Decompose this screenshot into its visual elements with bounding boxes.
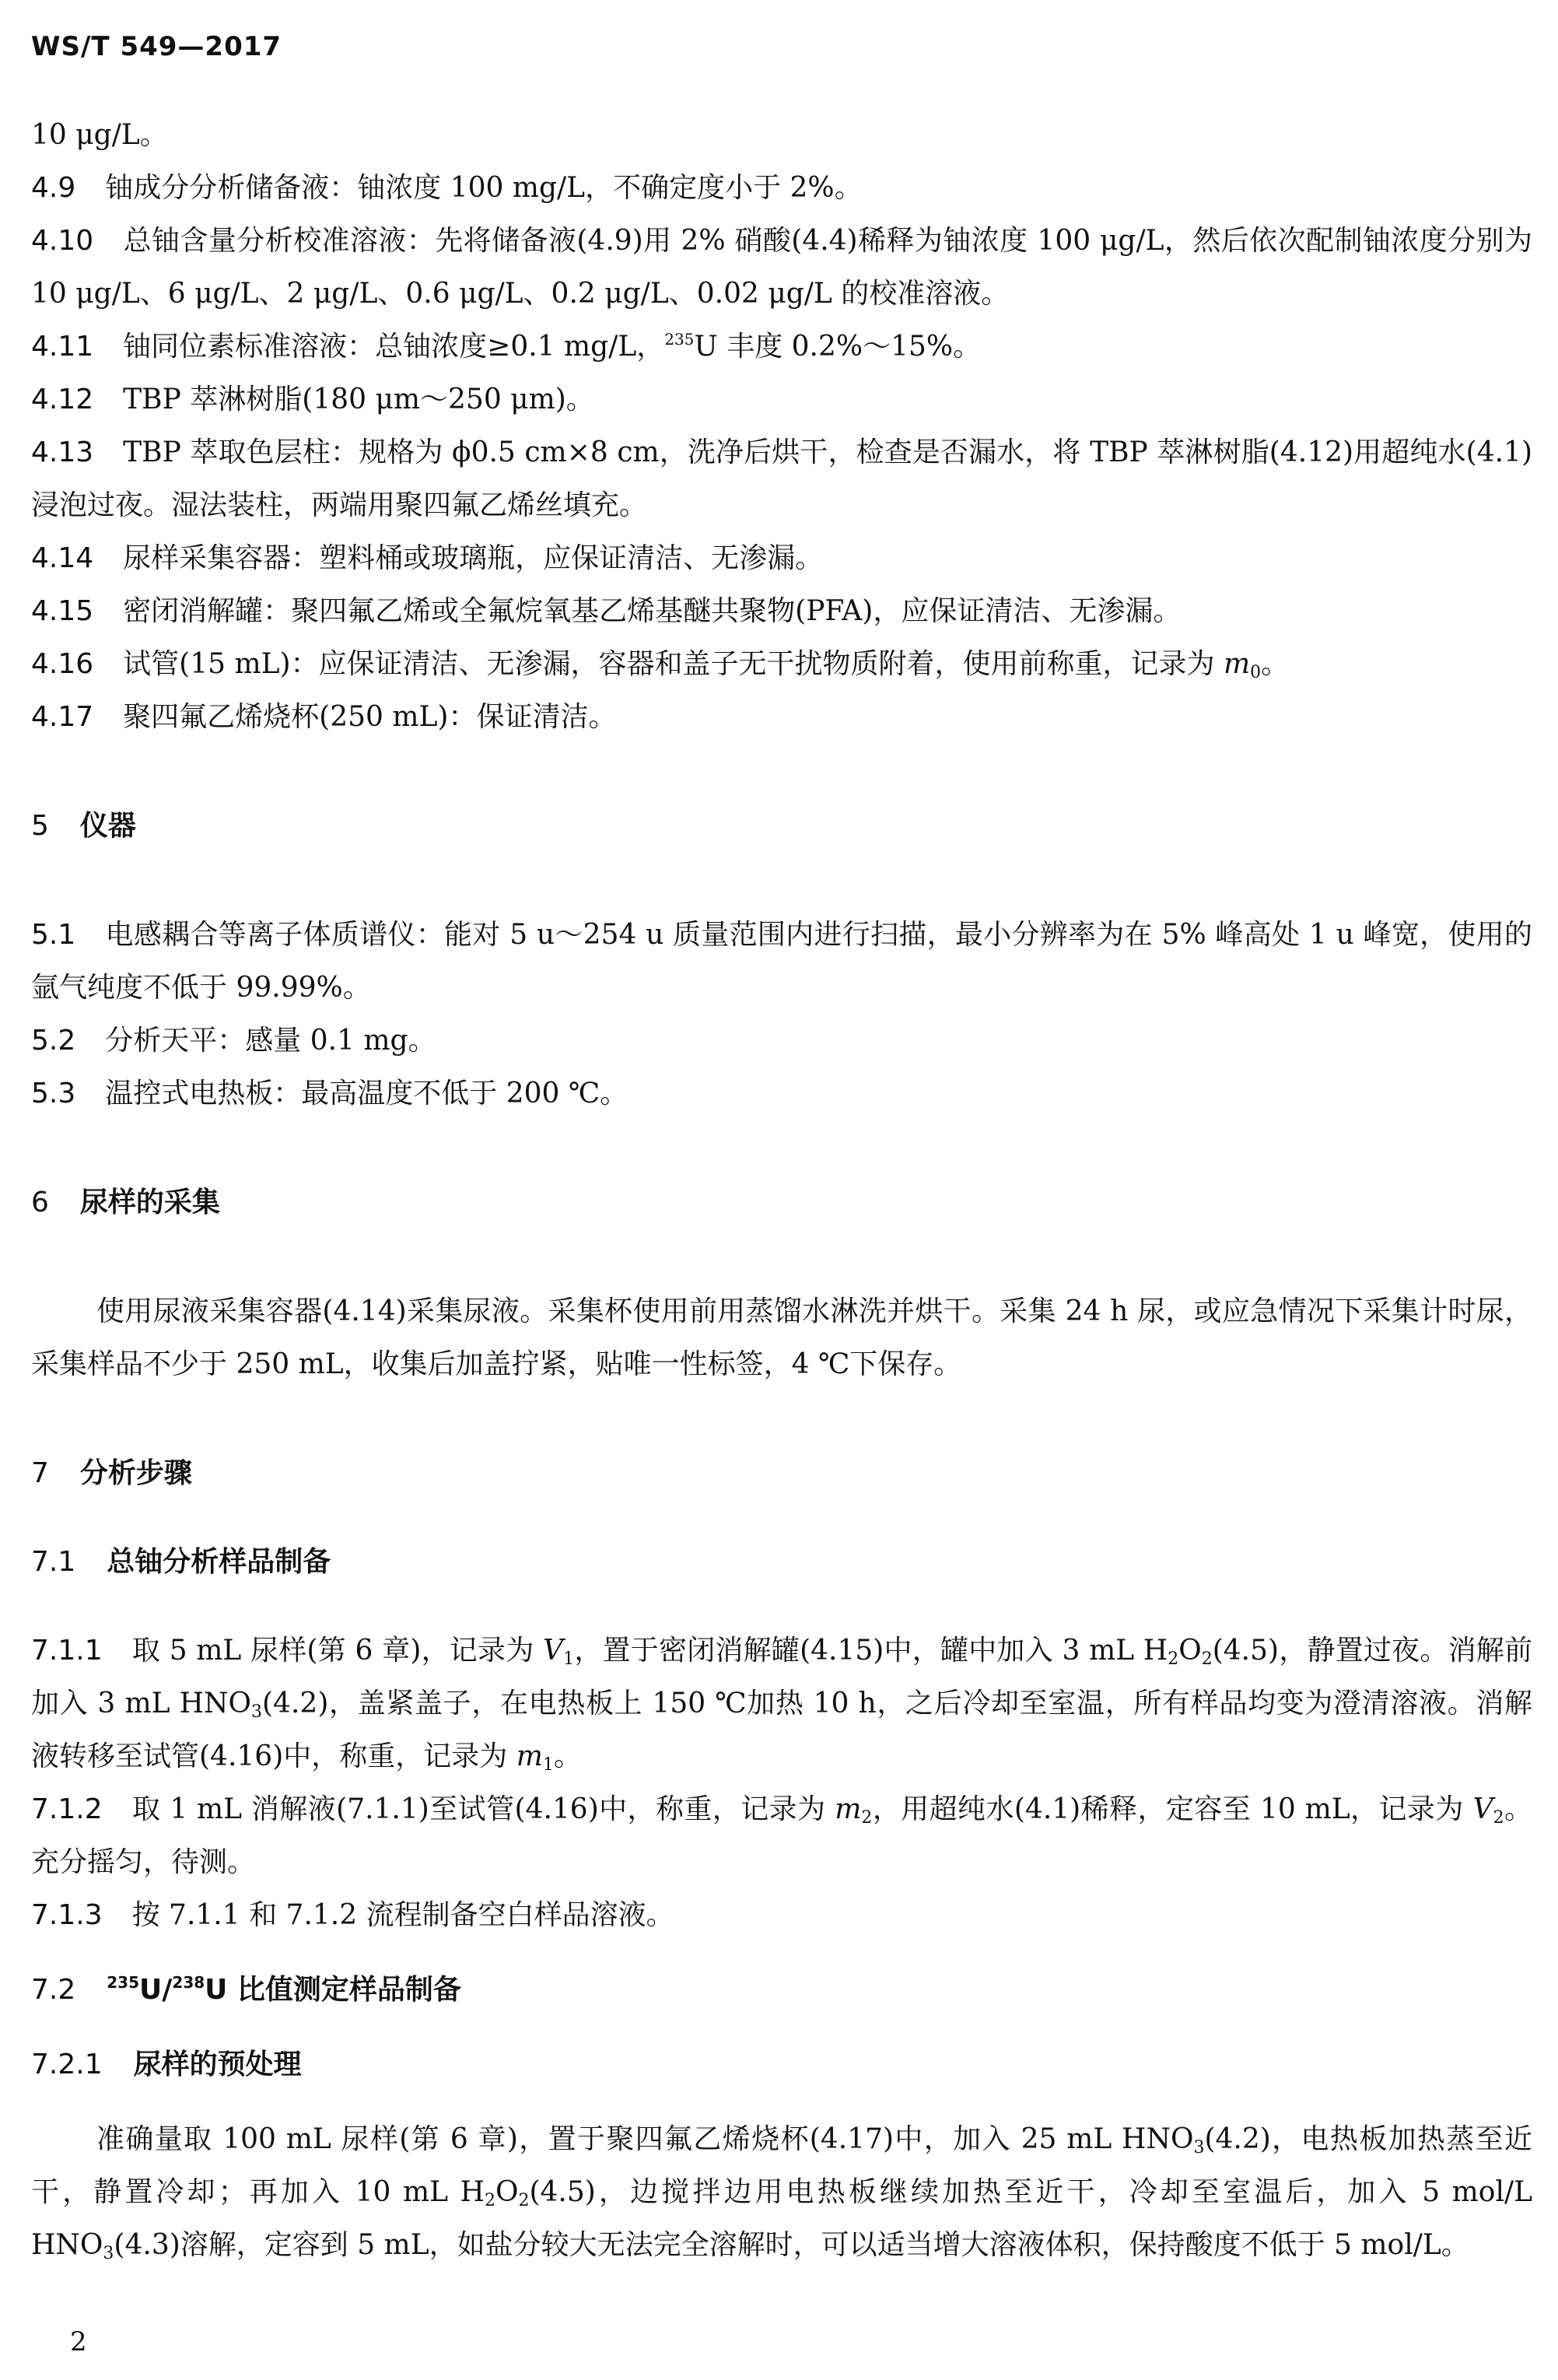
section-title: U 比值测定样品制备 bbox=[205, 1974, 461, 2006]
variable: m bbox=[516, 1740, 543, 1772]
item-4-12 bbox=[31, 373, 1532, 426]
subscript: 3 bbox=[251, 1702, 263, 1722]
page-number: 2 bbox=[70, 2326, 87, 2357]
section-number: 7.2.1 bbox=[31, 2049, 103, 2080]
item-text: O bbox=[1178, 1635, 1202, 1667]
subscript: 3 bbox=[1193, 2138, 1205, 2157]
item-text: TBP 萃淋树脂(180 μm～250 μm)。 bbox=[123, 384, 594, 415]
paragraph-text: (4.3)溶解，定容到 5 mL，如盐分较大无法完全溶解时，可以适当增大溶液体积，保持酸度不低于 5 mol/L。 bbox=[114, 2229, 1469, 2261]
paragraph-text: (4.2)，电热板加热蒸至近干，静置冷却；再加入 10 mL H bbox=[31, 2123, 1532, 2208]
item-number: 4.13 bbox=[31, 436, 94, 468]
subscript: 2 bbox=[861, 1808, 873, 1828]
item-7-1-1 bbox=[31, 1625, 1532, 1783]
item-4-15 bbox=[31, 585, 1532, 638]
standard-code: WS/T 549—2017 bbox=[31, 31, 282, 62]
item-text: 取 1 mL 消解液(7.1.1)至试管(4.16)中，称重，记录为 bbox=[131, 1793, 835, 1825]
section-title: 尿样的采集 bbox=[79, 1186, 220, 1218]
variable: V bbox=[1472, 1793, 1493, 1825]
item-4-14 bbox=[31, 532, 1532, 585]
section-title: 总铀分析样品制备 bbox=[107, 1546, 331, 1578]
item-text: 铀同位素标准溶液：总铀浓度≥0.1 mg/L， bbox=[123, 331, 665, 363]
item-number: 4.16 bbox=[31, 648, 94, 680]
item-text: 。 bbox=[553, 1740, 582, 1772]
section-title: 尿样的预处理 bbox=[133, 2049, 302, 2080]
item-text: ，置于密闭消解罐(4.15)中，罐中加入 3 mL H bbox=[574, 1635, 1168, 1667]
subsection-heading-7-1 bbox=[31, 1536, 1532, 1589]
section-title: 仪器 bbox=[79, 810, 136, 842]
item-text: 。 bbox=[1261, 648, 1290, 680]
item-4-13 bbox=[31, 426, 1532, 532]
item-5-3 bbox=[31, 1067, 1532, 1120]
section-number: 5 bbox=[31, 810, 49, 842]
item-number: 5.1 bbox=[31, 919, 76, 951]
item-4-9 bbox=[31, 162, 1532, 215]
item-text: 密闭消解罐：聚四氟乙烯或全氟烷氧基乙烯基醚共聚物(PFA)，应保证清洁、无渗漏。 bbox=[123, 595, 1182, 627]
item-4-17 bbox=[31, 691, 1532, 744]
item-4-11 bbox=[31, 321, 1532, 373]
variable: m bbox=[1224, 648, 1251, 680]
subscript: 1 bbox=[542, 1755, 554, 1775]
item-4-10 bbox=[31, 215, 1532, 321]
item-text: TBP 萃取色层柱：规格为 ϕ0.5 cm×8 cm，洗净后烘干，检查是否漏水，将 TBP 萃淋树脂(4.12)用超纯水(4.1)浸泡过夜。湿法装柱，两端用聚四氟乙烯丝填充。 bbox=[31, 436, 1532, 521]
item-text: 试管(15 mL)：应保证清洁、无渗漏，容器和盖子无干扰物质附着，使用前称重，记录为 bbox=[123, 648, 1224, 680]
item-7-1-2 bbox=[31, 1783, 1532, 1889]
item-text: (4.5)，静置过夜。消解前加入 3 mL HNO bbox=[31, 1635, 1533, 1719]
superscript: 235 bbox=[107, 1973, 140, 1992]
superscript: 238 bbox=[172, 1973, 205, 1992]
superscript: 235 bbox=[664, 330, 695, 349]
subsection-heading-7-2 bbox=[31, 1964, 1532, 2017]
subscript: 2 bbox=[1168, 1649, 1179, 1669]
item-number: 7.1.2 bbox=[31, 1793, 103, 1825]
item-text: 聚四氟乙烯烧杯(250 mL)：保证清洁。 bbox=[123, 701, 617, 733]
item-5-1 bbox=[31, 909, 1532, 1015]
item-text: ，用超纯水(4.1)稀释，定容至 10 mL，记录为 bbox=[872, 1793, 1473, 1825]
item-4-16 bbox=[31, 638, 1532, 691]
item-number: 7.1.3 bbox=[31, 1899, 103, 1931]
section-7-2-1-paragraph bbox=[31, 2113, 1532, 2272]
item-number: 7.1.1 bbox=[31, 1635, 103, 1667]
item-number: 4.9 bbox=[31, 172, 76, 204]
item-text: 分析天平：感量 0.1 mg。 bbox=[105, 1025, 436, 1057]
section-title: U/ bbox=[139, 1974, 173, 2006]
section-number: 7.2 bbox=[31, 1974, 76, 2006]
item-number: 5.3 bbox=[31, 1078, 76, 1109]
item-number: 4.11 bbox=[31, 331, 94, 363]
section-title: 分析步骤 bbox=[79, 1457, 192, 1489]
item-number: 4.15 bbox=[31, 595, 94, 627]
item-text: 按 7.1.1 和 7.1.2 流程制备空白样品溶液。 bbox=[131, 1899, 674, 1931]
variable: m bbox=[835, 1793, 862, 1825]
item-text: 总铀含量分析校准溶液：先将储备液(4.9)用 2% 硝酸(4.4)稀释为铀浓度 100 μg/L，然后依次配制铀浓度分别为 10 μg/L、6 μg/L、2 μg/L、0.6 μg/L、0.2 μg/L、0.02 μg/L 的校准溶液。 bbox=[31, 225, 1532, 310]
subsection-heading-7-2-1 bbox=[31, 2038, 1532, 2091]
document-body bbox=[31, 109, 1532, 2272]
item-7-1-3 bbox=[31, 1889, 1532, 1942]
subscript: 0 bbox=[1250, 663, 1262, 682]
section-number: 6 bbox=[31, 1186, 49, 1218]
continued-line: 10 μg/L。 bbox=[31, 119, 168, 151]
section-heading-6 bbox=[31, 1176, 1532, 1229]
item-text: 取 5 mL 尿样(第 6 章)，记录为 bbox=[131, 1635, 544, 1667]
section-heading-5 bbox=[31, 800, 1532, 853]
variable: V bbox=[543, 1635, 564, 1667]
paragraph-text: O bbox=[495, 2176, 519, 2208]
item-text: 电感耦合等离子体质谱仪：能对 5 u～254 u 质量范围内进行扫描，最小分辨率为在 5% 峰高处 1 u 峰宽，使用的氩气纯度不低于 99.99%。 bbox=[31, 919, 1532, 1004]
item-5-2 bbox=[31, 1015, 1532, 1067]
item-number: 4.12 bbox=[31, 384, 94, 415]
item-number: 4.14 bbox=[31, 542, 94, 574]
item-text: (4.2)，盖紧盖子，在电热板上 150 ℃加热 10 h，之后冷却至室温，所有样品均变为澄清溶液。消解液转移至试管(4.16)中，称重，记录为 bbox=[31, 1688, 1532, 1772]
section-number: 7 bbox=[31, 1457, 49, 1489]
section-6-paragraph: 使用尿液采集容器(4.14)采集尿液。采集杯使用前用蒸馏水淋洗并烘干。采集 24 h 尿，或应急情况下采集计时尿，采集样品不少于 250 mL，收集后加盖拧紧，贴唯一性标签，4 ℃下保存。 bbox=[31, 1295, 1532, 1380]
item-text: 铀成分分析储备液：铀浓度 100 mg/L，不确定度小于 2%。 bbox=[105, 172, 863, 204]
paragraph-text: 准确量取 100 mL 尿样(第 6 章)，置于聚四氟乙烯烧杯(4.17)中，加入 25 mL HNO bbox=[96, 2123, 1194, 2155]
paragraph-text: (4.5)，边搅拌边用电热板继续加热至近干，冷却至室温后，加入 5 mol/L HNO bbox=[31, 2176, 1533, 2261]
subscript: 2 bbox=[484, 2191, 495, 2210]
item-number: 4.10 bbox=[31, 225, 94, 257]
section-number: 7.1 bbox=[31, 1546, 76, 1578]
item-text: 温控式电热板：最高温度不低于 200 ℃。 bbox=[105, 1078, 628, 1109]
subscript: 3 bbox=[103, 2244, 114, 2263]
subscript: 2 bbox=[1493, 1808, 1504, 1828]
subscript: 2 bbox=[518, 2191, 530, 2210]
item-text: 。充分摇匀，待测。 bbox=[31, 1793, 1532, 1878]
section-heading-7 bbox=[31, 1447, 1532, 1500]
subscript: 2 bbox=[1201, 1649, 1213, 1669]
item-text: 尿样采集容器：塑料桶或玻璃瓶，应保证清洁、无渗漏。 bbox=[123, 542, 824, 574]
item-number: 4.17 bbox=[31, 701, 94, 733]
item-number: 5.2 bbox=[31, 1025, 76, 1057]
subscript: 1 bbox=[563, 1649, 575, 1669]
item-text: U 丰度 0.2%～15%。 bbox=[694, 331, 982, 363]
